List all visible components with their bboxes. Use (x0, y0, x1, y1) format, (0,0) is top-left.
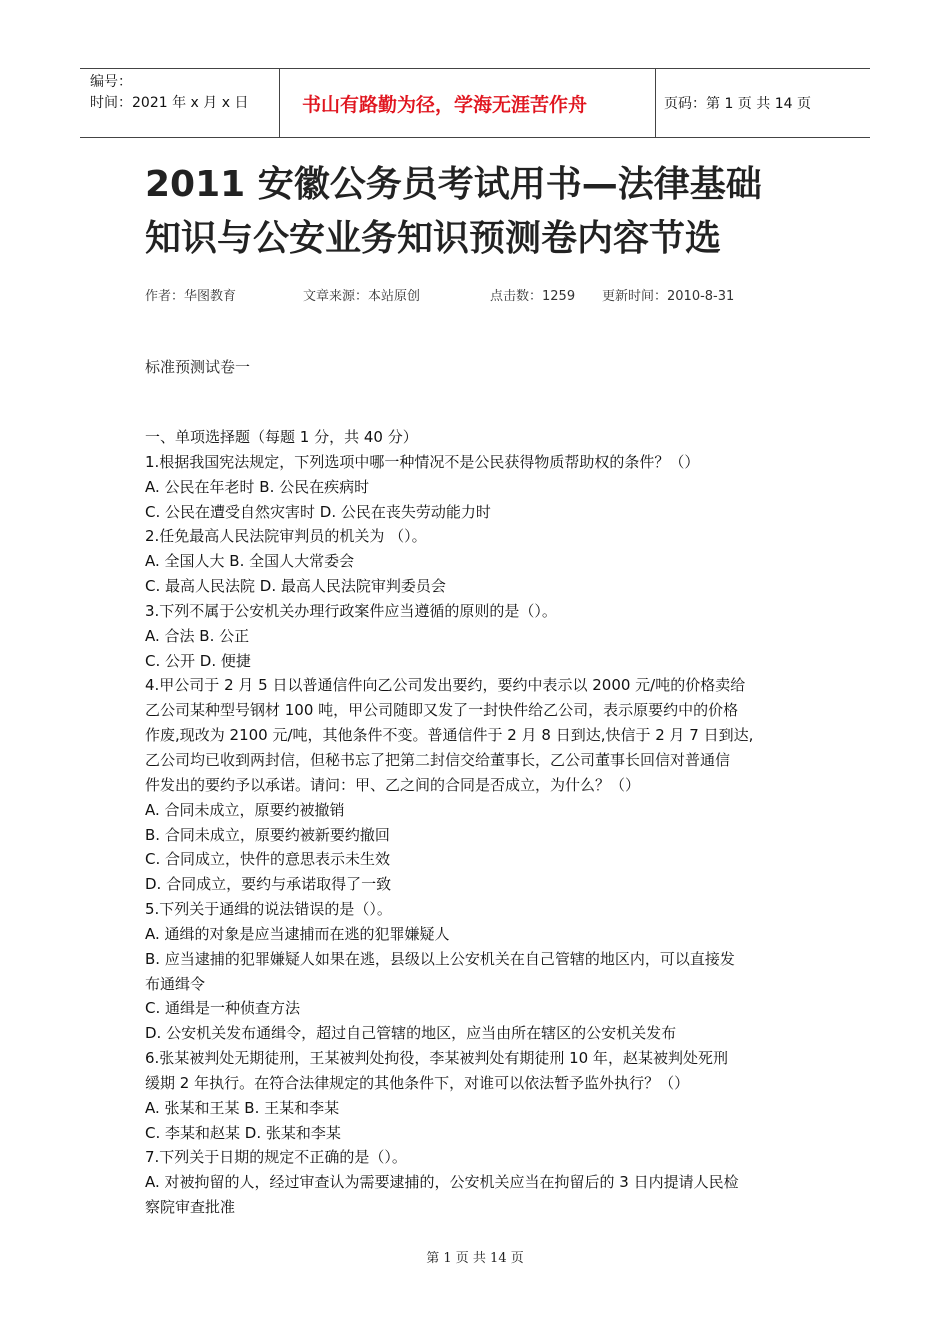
text-line: D. 合同成立，要约与承诺取得了一致 (145, 875, 392, 894)
text-line: C. 通缉是一种侦查方法 (145, 999, 301, 1018)
text-line: A. 张某和王某 B. 王某和李某 (145, 1098, 340, 1117)
text-line: C. 李某和赵某 D. 张某和李某 (145, 1123, 341, 1142)
text-line: 一、单项选择题（每题 1 分，共 40 分） (145, 428, 418, 446)
number-label: 编号： (90, 74, 132, 90)
text-line: C. 最高人民法院 D. 最高人民法院审判委员会 (145, 577, 446, 596)
text-line: A. 公民在年老时 B. 公民在疾病时 (145, 477, 370, 496)
text-line: A. 对被拘留的人，经过审查认为需要逮捕的，公安机关应当在拘留后的 3 日内提请人民检 (145, 1173, 739, 1192)
document-title (145, 158, 845, 266)
text-line: 6.张某被判处无期徒刑，王某被判处拘役，李某被判处有期徒刑 10 年，赵某被判处死刑 (145, 1049, 728, 1068)
page-footer: 第 1 页 共 14 页 (426, 1251, 524, 1266)
text-line: 2.任免最高人民法院审判员的机关为 （）。 (145, 527, 427, 546)
document-header (80, 68, 870, 138)
page-info-cell (656, 69, 870, 137)
meta-author: 作者：华图教育 (145, 289, 237, 304)
text-line: 件发出的要约予以承诺。请问：甲、乙之间的合同是否成立，为什么？（） (145, 775, 641, 794)
meta-updated: 更新时间：2010-8-31 (602, 289, 735, 304)
text-line: 察院审查批准 (145, 1198, 236, 1217)
text-line: 乙公司均已收到两封信，但秘书忘了把第二封信交给董事长，乙公司董事长回信对普通信 (145, 750, 731, 769)
title-line-1: 2011 安徽公务员考试用书—法律基础 (145, 164, 762, 205)
text-line: A. 通缉的对象是应当逮捕而在逃的犯罪嫌疑人 (145, 924, 450, 943)
motto-text: 书山有路勤为径，学海无涯苦作舟 (302, 93, 588, 116)
text-line: 缓期 2 年执行。在符合法律规定的其他条件下，对谁可以依法暂予监外执行？（） (145, 1073, 690, 1092)
time-label: 时间：2021 年 x 月 x 日 (90, 95, 249, 111)
text-line: 3.下列不属于公安机关办理行政案件应当遵循的原则的是（）。 (145, 601, 557, 620)
title-line-2: 知识与公安业务知识预测卷内容节选 (145, 218, 722, 259)
text-line: 7.下列关于日期的规定不正确的是（）。 (145, 1148, 407, 1167)
text-line: B. 应当逮捕的犯罪嫌疑人如果在逃，县级以上公安机关在自己管辖的地区内，可以直接发 (145, 949, 735, 968)
text-line: A. 全国人大 B. 全国人大常委会 (145, 552, 355, 571)
text-line: D. 公安机关发布通缉令，超过自己管辖的地区，应当由所在辖区的公安机关发布 (145, 1024, 677, 1043)
page-info-text: 页码：第 1 页 共 14 页 (664, 96, 811, 112)
meta-clicks: 点击数：1259 (490, 289, 576, 304)
text-line: C. 合同成立，快件的意思表示未生效 (145, 850, 391, 869)
text-line: 作废,现改为 2100 元/吨，其他条件不变。普通信件于 2 月 8 日到达,快信于 2 月 7 日到达, (145, 726, 754, 745)
text-line: 1.根据我国宪法规定，下列选项中哪一种情况不是公民获得物质帮助权的条件？（） (145, 452, 700, 471)
text-line: A. 合法 B. 公正 (145, 626, 250, 645)
header-info-cell (80, 69, 280, 137)
text-line: B. 合同未成立，原要约被新要约撤回 (145, 825, 390, 844)
meta-source: 文章来源：本站原创 (303, 289, 421, 304)
question-list (145, 425, 815, 1220)
motto-cell (280, 69, 656, 137)
article-meta (145, 285, 734, 304)
text-line: C. 公民在遭受自然灾害时 D. 公民在丧失劳动能力时 (145, 502, 491, 521)
text-line: C. 公开 D. 便捷 (145, 651, 251, 670)
text-line: A. 合同未成立，原要约被撤销 (145, 800, 345, 819)
section-title: 标准预测试卷一 (145, 358, 251, 376)
text-line: 4.甲公司于 2 月 5 日以普通信件向乙公司发出要约，要约中表示以 2000 元/吨的价格卖给 (145, 676, 746, 695)
text-line: 5.下列关于通缉的说法错误的是（）。 (145, 900, 392, 919)
text-line: 布通缉令 (145, 974, 206, 993)
text-line: 乙公司某种型号钢材 100 吨，甲公司随即又发了一封快件给乙公司，表示原要约中的价格 (145, 701, 739, 720)
